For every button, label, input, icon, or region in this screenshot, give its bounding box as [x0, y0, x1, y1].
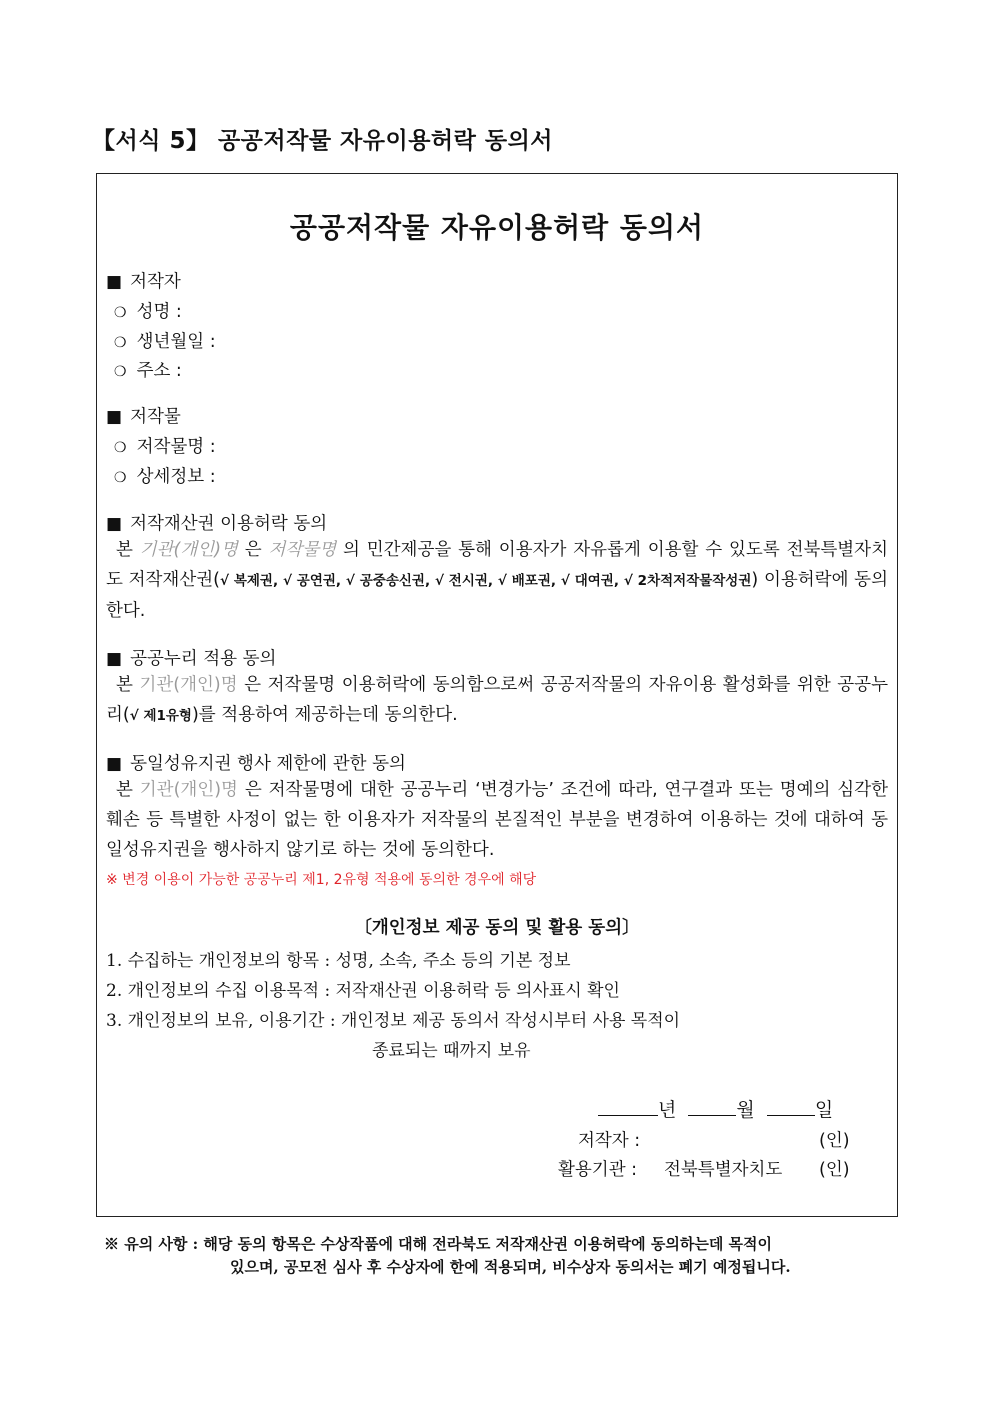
author-signature-label: 저작자 :	[578, 1131, 641, 1151]
birthdate-field-label: 생년월일 :	[136, 332, 216, 352]
privacy-title: 〔개인정보 제공 동의 및 활용 동의〕	[354, 918, 640, 938]
address-field-label: 주소 :	[136, 361, 182, 381]
circle-bullet-icon: ❍	[114, 440, 127, 456]
year-label: 년	[658, 1099, 677, 1121]
privacy-item: 1. 수집하는 개인정보의 항목 : 성명, 소속, 주소 등의 기본 정보	[106, 951, 571, 971]
work-section-heading	[106, 403, 181, 428]
property-heading-label: 저작재산권 이용허락 동의	[130, 514, 328, 534]
privacy-item: 3. 개인정보의 보유, 이용기간 : 개인정보 제공 동의서 작성시부터 사용 목적이	[106, 1011, 681, 1031]
square-bullet-icon: ■	[106, 272, 123, 292]
work-heading-label: 저작물	[130, 407, 181, 427]
year-blank	[598, 1097, 658, 1116]
square-bullet-icon: ■	[106, 407, 123, 427]
identity-heading-label: 동일성유지권 행사 제한에 관한 동의	[130, 754, 406, 774]
name-field-label: 성명 :	[136, 302, 182, 322]
org-name: 전북특별자치도	[664, 1160, 783, 1180]
work-title-field-label: 저작물명 :	[136, 437, 216, 457]
org-signature-label: 활용기관 :	[558, 1160, 638, 1180]
notice-line-1: ※ 유의 사항 : 해당 동의 항목은 수상작품에 대해 전라북도 저작재산권 이용허락에 동의하는데 목적이	[104, 1235, 773, 1253]
address-field	[114, 357, 182, 382]
work-detail-field	[114, 463, 216, 488]
date-line	[598, 1095, 833, 1122]
form-label: 【서식 5】 공공저작물 자유이용허락 동의서	[92, 128, 554, 154]
month-label: 월	[736, 1099, 755, 1121]
document-title: 공공저작물 자유이용허락 동의서	[289, 211, 705, 244]
work-title-field	[114, 433, 216, 458]
nuri-heading-label: 공공누리 적용 동의	[130, 649, 277, 669]
org-name-placeholder: 기관(개인)명	[139, 540, 238, 560]
privacy-item-continuation: 종료되는 때까지 보유	[372, 1041, 531, 1061]
privacy-item: 2. 개인정보의 수집 이용목적 : 저작재산권 이용허락 등 의사표시 확인	[106, 981, 620, 1001]
day-blank	[767, 1097, 815, 1116]
notice	[104, 1233, 904, 1279]
birthdate-field	[114, 328, 216, 353]
org-name-placeholder: 기관(개인)명	[139, 780, 238, 800]
circle-bullet-icon: ❍	[114, 470, 127, 486]
month-blank	[688, 1097, 736, 1116]
org-name-placeholder: 기관(개인)명	[139, 675, 238, 695]
notice-line-2: 있으며, 공모전 심사 후 수상자에 한에 적용되며, 비수상자 동의서는 폐기 예정됩니다.	[230, 1258, 791, 1276]
work-detail-field-label: 상세정보 :	[136, 467, 216, 487]
property-consent-paragraph: 본 기관(개인)명 은 저작물명 의 민간제공을 통해 이용자가 자유롭게 이용할 수 있도록 전북특별자치도 저작재산권(√ 복제권, √ 공연권, √ 공중송신권, √ 전시권, √ 배포권, √ 대여권, √ 2차적저작물작성권) 이용허락에 동의한다.	[106, 540, 888, 621]
identity-section-heading	[106, 750, 406, 775]
author-seal: (인)	[819, 1131, 850, 1151]
author-heading-label: 저작자	[130, 272, 181, 292]
square-bullet-icon: ■	[106, 754, 123, 774]
circle-bullet-icon: ❍	[114, 305, 127, 321]
nuri-section-heading	[106, 645, 276, 670]
change-use-note: ※ 변경 이용이 가능한 공공누리 제1, 2유형 적용에 동의한 경우에 해당	[106, 872, 537, 888]
square-bullet-icon: ■	[106, 514, 123, 534]
nuri-consent-paragraph: 본 기관(개인)명 은 저작물명 이용허락에 동의함으로써 공공저작물의 자유이용 활성화를 위한 공공누리(√ 제1유형)를 적용하여 제공하는데 동의한다.	[106, 675, 888, 725]
identity-consent-paragraph: 본 기관(개인)명 은 저작물명에 대한 공공누리 ‘변경가능’ 조건에 따라, 연구결과 또는 명예의 심각한 훼손 등 특별한 사정이 없는 한 이용자가 저작물의 본질적인 부분을 변경하여 이용하는 것에 대하여 동일성유지권을 행사하지 않기로 하는 것에 동의한다.	[106, 780, 889, 860]
square-bullet-icon: ■	[106, 649, 123, 669]
org-seal: (인)	[819, 1160, 850, 1180]
author-section-heading	[106, 268, 181, 293]
property-section-heading	[106, 510, 327, 535]
circle-bullet-icon: ❍	[114, 335, 127, 351]
rights-list: √ 복제권, √ 공연권, √ 공중송신권, √ 전시권, √ 배포권, √ 대여권, √ 2차적저작물작성권	[219, 573, 752, 589]
nuri-type: √ 제1유형	[129, 708, 192, 724]
day-label: 일	[814, 1099, 834, 1121]
name-field	[114, 298, 182, 323]
circle-bullet-icon: ❍	[114, 364, 127, 380]
work-name-placeholder: 저작물명	[268, 540, 337, 560]
